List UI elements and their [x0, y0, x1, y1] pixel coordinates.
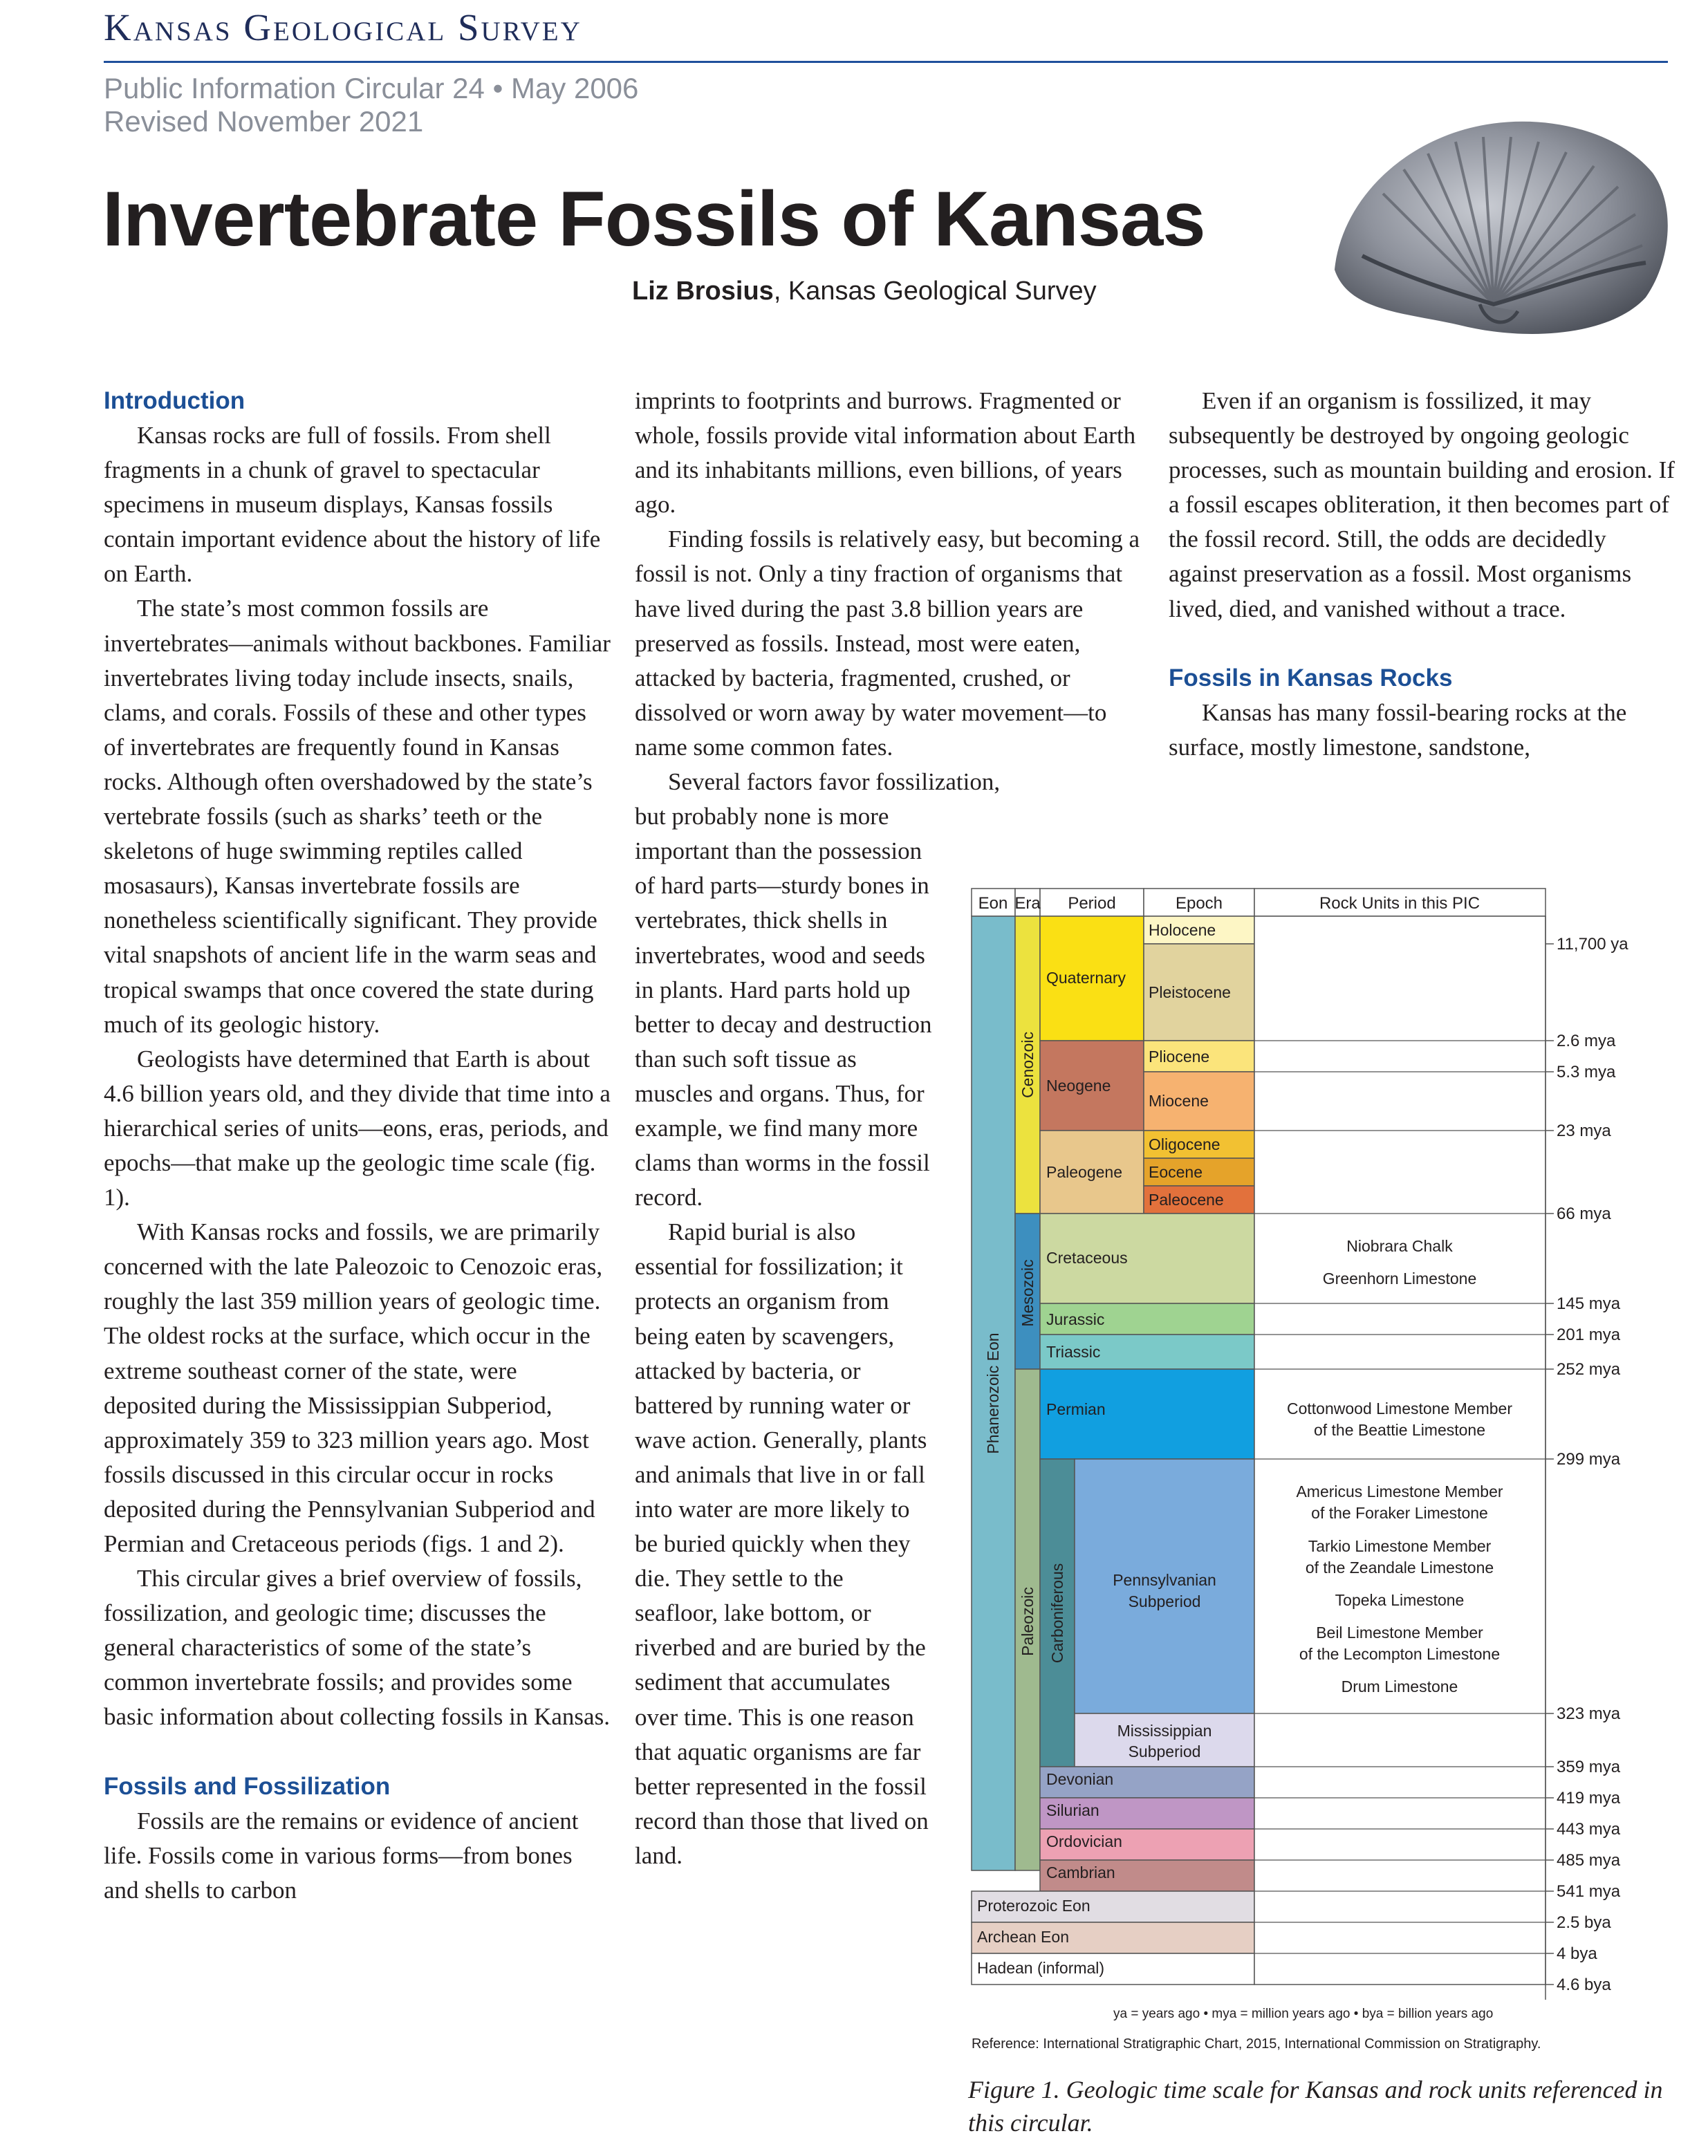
- publication-info: Public Information Circular 24 • May 2006: [104, 72, 639, 104]
- age-label: 4 bya: [1557, 1944, 1597, 1963]
- paragraph: Kansas rocks are full of fossils. From shell fragments in a chunk of gravel to spectacular specimens in museum displays, Kansas fossils contain important evidence about the history of life on Earth.: [104, 422, 601, 588]
- paragraph: Geologists have determined that Earth is about 4.6 billion years old, and they divide that time into a hierarchical series of units—eons, eras, periods, and epochs—that make up the geologic time scale (fig. 1).: [104, 1045, 611, 1211]
- miocene-label: Miocene: [1149, 1092, 1209, 1110]
- header-eon: Eon: [978, 894, 1008, 913]
- chart-reference: Reference: International Stratigraphic Chart, 2015, International Commission on Stratigraphy.: [972, 2036, 1541, 2052]
- masthead-rule: [104, 61, 1668, 63]
- age-tick-group: [1545, 935, 1628, 1994]
- paragraph: but probably none is more important than the possession of hard parts—sturdy bones in vertebrates, thick shells in invertebrates, wood and seeds in plants. Hard parts hold up better to decay and destruction than such soft tissue as muscles and organs. Thus, for example, we find many more clams than worms in the fossil record.: [635, 803, 932, 1211]
- heading-fossils-and-fossilization: Fossils and Fossilization: [104, 1772, 391, 1800]
- age-label: 66 mya: [1557, 1205, 1611, 1223]
- rock-unit-tarkio-line2: of the Zeandale Limestone: [1305, 1559, 1494, 1577]
- header-rock-units: Rock Units in this PIC: [1319, 894, 1480, 913]
- paragraph: Several factors favor fossilization,: [668, 768, 1001, 796]
- paragraph: The state’s most common fossils are invertebrates—animals without backbones. Familiar invertebrates living today include insects, snails, clams, and corals. Fossils of these and other types of invertebrates are frequently found in Kansas rocks. Although often overshadowed by the state’s vertebrate fossils (such as sharks’ teeth or the skeletons of huge swimming reptiles called mosasaurs), Kansas invertebrate fossils are nonetheless scientifically significant. They provide vital snapshots of ancient life in the warm seas and tropical swamps that once covered the state during much of its geologic history.: [104, 595, 611, 1038]
- mesozoic-label: Mesozoic: [1019, 1259, 1037, 1327]
- silurian-label: Silurian: [1046, 1801, 1099, 1819]
- cambrian-label: Cambrian: [1046, 1864, 1115, 1881]
- paragraph: Finding fossils is relatively easy, but becoming a fossil is not. Only a tiny fraction of organisms that have lived during the past 3.8 billion years are preserved as fossils. Instead, most were eaten, attacked by bacteria, fragmented, crushed, or dissolved or worn away by water movement—to name some common fates.: [635, 526, 1140, 761]
- header-period: Period: [1068, 894, 1116, 913]
- hadean-label: Hadean (informal): [977, 1959, 1105, 1977]
- age-label: 485 mya: [1557, 1851, 1621, 1870]
- pleistocene-label: Pleistocene: [1149, 983, 1231, 1001]
- geologic-time-scale-chart: [965, 882, 1694, 2071]
- triassic-label: Triassic: [1046, 1343, 1101, 1361]
- phanerozoic-label: Phanerozoic Eon: [984, 1332, 1002, 1454]
- paragraph: imprints to footprints and burrows. Fragmented or whole, fossils provide vital information about Earth and its inhabitants millions, even billions, of years ago.: [635, 387, 1136, 519]
- rock-unit-cottonwood: Cottonwood Limestone Member: [1287, 1400, 1512, 1418]
- age-label: 541 mya: [1557, 1882, 1621, 1901]
- quaternary-label: Quaternary: [1046, 969, 1126, 987]
- heading-introduction: Introduction: [104, 387, 245, 414]
- permian-label: Permian: [1046, 1400, 1106, 1418]
- archean-label: Archean Eon: [977, 1928, 1069, 1946]
- header-era: Era: [1014, 894, 1041, 913]
- column-3: [1169, 384, 1677, 765]
- byline: [632, 277, 1097, 306]
- paragraph: Fossils are the remains or evidence of ancient life. Fossils come in various forms—from bones and shells to carbon: [104, 1807, 579, 1904]
- eocene-label: Eocene: [1149, 1163, 1203, 1181]
- age-label: 419 mya: [1557, 1789, 1621, 1807]
- cretaceous-label: Cretaceous: [1046, 1249, 1128, 1267]
- paragraph: Rapid burial is also essential for fossilization; it protects an organism from being eaten by scavengers, attacked by bacteria, or battered by running water or wave action. Generally, plants and animals that live in or fall into water are more likely to be buried quickly when they die. They settle to the seafloor, lake bottom, or riverbed and are buried by the sediment that accumulates over time. This is one reason that aquatic organisms are far better represented in the fossil record than those that lived on land.: [635, 1218, 929, 1869]
- paragraph: This circular gives a brief overview of fossils, fossilization, and geologic time; discusses the general characteristics of some of the state’s common invertebrate fossils; and provides some basic information about collecting fossils in Kansas.: [104, 1565, 610, 1731]
- column-1: [104, 384, 612, 1908]
- mississippian-label-line2: Subperiod: [1128, 1743, 1201, 1760]
- mississippian-label: Mississippian: [1117, 1722, 1212, 1740]
- heading-fossils-in-kansas-rocks: Fossils in Kansas Rocks: [1169, 664, 1453, 691]
- cenozoic-label: Cenozoic: [1019, 1032, 1037, 1098]
- rock-unit-tarkio: Tarkio Limestone Member: [1308, 1537, 1492, 1555]
- oligocene-label: Oligocene: [1149, 1135, 1220, 1153]
- age-label: 299 mya: [1557, 1450, 1621, 1469]
- ordovician-label: Ordovician: [1046, 1832, 1122, 1850]
- age-label: 323 mya: [1557, 1704, 1621, 1723]
- rock-unit-beil-line2: of the Lecompton Limestone: [1299, 1645, 1501, 1663]
- paragraph: Kansas has many fossil-bearing rocks at the surface, mostly limestone, sandstone,: [1169, 698, 1627, 761]
- rock-unit-americus-line2: of the Foraker Limestone: [1311, 1504, 1488, 1522]
- age-label: 252 mya: [1557, 1360, 1621, 1379]
- rock-units-column: [1254, 916, 1545, 1985]
- page-title: Invertebrate Fossils of Kansas: [102, 176, 1205, 262]
- rock-unit-topeka: Topeka Limestone: [1335, 1591, 1465, 1609]
- rock-unit-niobrara: Niobrara Chalk: [1346, 1237, 1453, 1255]
- devonian-label: Devonian: [1046, 1770, 1114, 1788]
- brachiopod-fossil-image: [1321, 97, 1680, 346]
- age-label: 359 mya: [1557, 1758, 1621, 1776]
- rock-unit-drum: Drum Limestone: [1341, 1678, 1458, 1695]
- age-label: 2.5 bya: [1557, 1913, 1611, 1932]
- rock-unit-beil: Beil Limestone Member: [1316, 1624, 1483, 1642]
- paleogene-label: Paleogene: [1046, 1163, 1122, 1181]
- neogene-label: Neogene: [1046, 1077, 1111, 1095]
- header-epoch: Epoch: [1175, 894, 1223, 913]
- age-label: 201 mya: [1557, 1326, 1621, 1344]
- rock-unit-americus: Americus Limestone Member: [1296, 1483, 1503, 1500]
- paragraph: With Kansas rocks and fossils, we are primarily concerned with the late Paleozoic to Cenozoic eras, roughly the last 359 million years of geologic time. The oldest rocks at the surface, which occur in the extreme southeast corner of the state, were deposited during the Mississippian Subperiod, approximately 359 to 323 million years ago. Most fossils discussed in this circular occur in rocks deposited during the Pennsylvanian Subperiod and Permian and Cretaceous periods (figs. 1 and 2).: [104, 1218, 603, 1557]
- age-label: 23 mya: [1557, 1122, 1611, 1140]
- author-name: Liz Brosius: [632, 277, 774, 306]
- rock-unit-cottonwood-line2: of the Beattie Limestone: [1313, 1421, 1486, 1439]
- carboniferous-label: Carboniferous: [1048, 1563, 1066, 1664]
- chart-abbreviation-notes: ya = years ago • mya = million years ago • bya = billion years ago: [1113, 2007, 1494, 2021]
- pennsylvanian-label-line2: Subperiod: [1128, 1592, 1201, 1610]
- age-label: 11,700 ya: [1557, 935, 1628, 954]
- age-label: 5.3 mya: [1557, 1063, 1616, 1081]
- paragraph: Even if an organism is fossilized, it may subsequently be destroyed by ongoing geologic processes, such as mountain building and erosion. If a fossil escapes obliteration, it then becomes part of the fossil record. Still, the odds are decidedly against preservation as a fossil. Most organisms lived, died, and vanished without a trace.: [1169, 387, 1675, 622]
- figure-caption: Figure 1. Geologic time scale for Kansas and rock units referenced in this circular.: [968, 2076, 1663, 2137]
- age-label: 4.6 bya: [1557, 1976, 1611, 1994]
- paleocene-label: Paleocene: [1149, 1191, 1224, 1209]
- proterozoic-label: Proterozoic Eon: [977, 1897, 1090, 1915]
- age-label: 145 mya: [1557, 1294, 1621, 1313]
- holocene-label: Holocene: [1149, 921, 1216, 939]
- paleozoic-label: Paleozoic: [1019, 1587, 1037, 1656]
- revision-date: Revised November 2021: [104, 105, 424, 138]
- pliocene-label: Pliocene: [1149, 1048, 1210, 1066]
- author-affiliation: , Kansas Geological Survey: [773, 277, 1097, 306]
- jurassic-label: Jurassic: [1046, 1310, 1105, 1328]
- pennsylvanian-label: Pennsylvanian: [1113, 1571, 1216, 1589]
- masthead: Kansas Geological Survey: [104, 6, 582, 48]
- age-label: 443 mya: [1557, 1820, 1621, 1839]
- age-label: 2.6 mya: [1557, 1032, 1616, 1050]
- rock-unit-greenhorn: Greenhorn Limestone: [1322, 1270, 1477, 1288]
